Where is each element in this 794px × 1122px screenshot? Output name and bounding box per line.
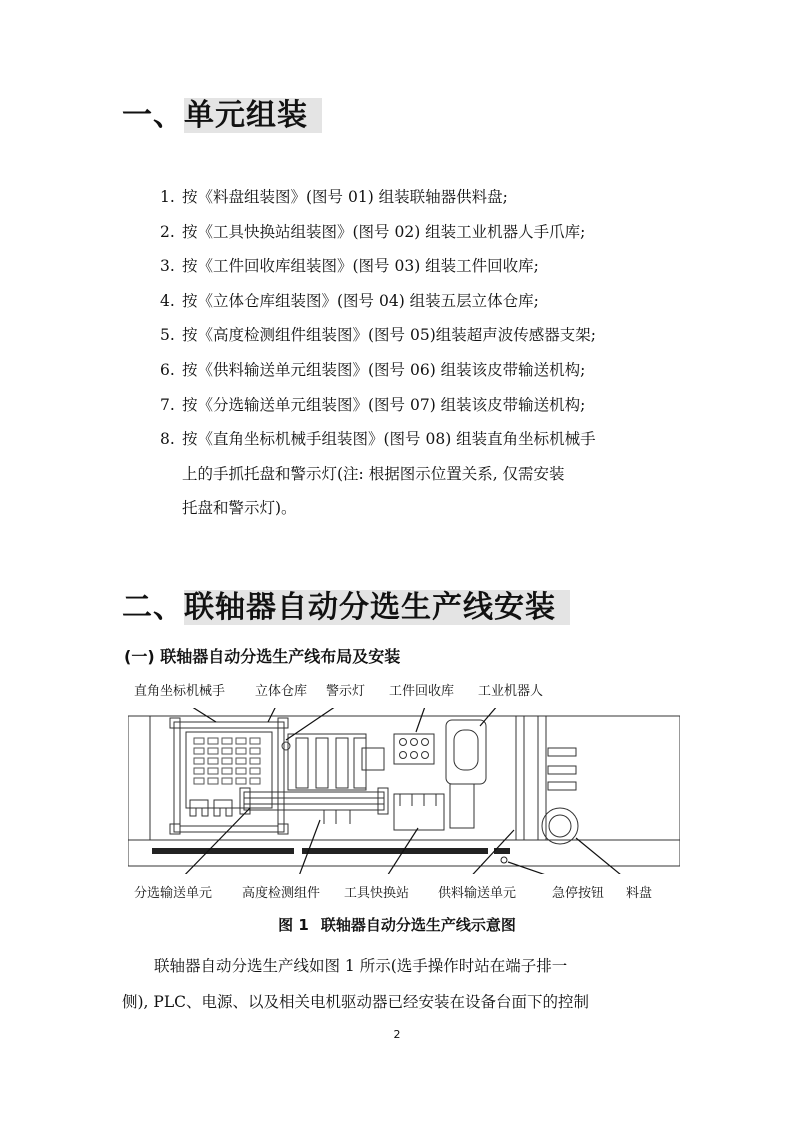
list-text: 按《高度检测组件组装图》(图号 05)组装超声波传感器支架;: [182, 326, 596, 345]
tool-change-station: [394, 794, 444, 830]
list-number: 1.: [160, 188, 175, 206]
label-feed-conveyor: 供料输送单元: [438, 886, 517, 901]
label-cartesian-manipulator: 直角坐标机械手: [134, 684, 226, 699]
list-item: [160, 249, 680, 284]
section-title: 单元组装: [184, 98, 322, 133]
subsection-heading: (一) 联轴器自动分选生产线布局及安装: [124, 647, 401, 666]
section-number: 二、: [122, 590, 184, 625]
label-industrial-robot: 工业机器人: [478, 684, 544, 699]
list-number: 3.: [160, 257, 175, 276]
list-item: [160, 180, 680, 215]
list-text: 按《供料输送单元组装图》(图号 06) 组装该皮带输送机构;: [182, 360, 586, 379]
tray: [542, 808, 578, 844]
label-sorting-conveyor: 分选输送单元: [134, 886, 213, 901]
list-item-continuation: 上的手抓托盘和警示灯(注: 根据图示位置关系, 仅需安装: [182, 464, 565, 483]
body-paragraph-line: 联轴器自动分选生产线如图 1 所示(选手操作时站在端子排一: [154, 957, 568, 975]
figure-number: 图 1: [278, 916, 309, 934]
list-item: [160, 422, 680, 457]
terminal-strip: [302, 848, 488, 854]
list-text: 按《工件回收库组装图》(图号 03) 组装工件回收库;: [182, 257, 539, 276]
list-item: [160, 318, 680, 353]
list-text: 按《立体仓库组装图》(图号 04) 组装五层立体仓库;: [182, 291, 539, 310]
list-number: 8.: [160, 430, 175, 449]
list-item-continuation: 托盘和警示灯)。: [182, 499, 297, 518]
terminal-strip: [152, 848, 294, 854]
list-text: 按《工具快换站组装图》(图号 02) 组装工业机器人手爪库;: [182, 222, 586, 241]
list-number: 7.: [160, 395, 175, 414]
production-line-diagram: [128, 708, 680, 874]
page-number: 2: [393, 1028, 401, 1041]
section-heading-1: [122, 96, 322, 136]
list-item: [160, 215, 680, 250]
body-paragraph-line: 侧), PLC、电源、以及相关电机驱动器已经安装在设备台面下的控制: [122, 993, 589, 1011]
label-warning-light: 警示灯: [326, 684, 366, 699]
emergency-stop: [501, 857, 507, 863]
list-number: 2.: [160, 222, 175, 241]
label-emergency-stop: 急停按钮: [552, 886, 605, 901]
list-number: 6.: [160, 360, 175, 379]
section-title: 联轴器自动分选生产线安装: [184, 590, 570, 625]
list-text: 按《直角坐标机械手组装图》(图号 08) 组装直角坐标机械手: [182, 430, 596, 449]
list-text: 按《料盘组装图》(图号 01) 组装联轴器供料盘;: [182, 188, 508, 206]
label-tool-change: 工具快换站: [344, 886, 410, 901]
feed-conveyor: [516, 716, 546, 840]
label-warehouse: 立体仓库: [255, 684, 308, 699]
label-height-detection: 高度检测组件: [242, 886, 321, 901]
section-heading-2: [122, 588, 570, 628]
assembly-list: [160, 180, 680, 526]
list-text: 按《分选输送单元组装图》(图号 07) 组装该皮带输送机构;: [182, 395, 586, 414]
sorting-conveyor: [244, 792, 384, 810]
list-item: [160, 353, 680, 388]
list-number: 4.: [160, 291, 175, 310]
figure-caption: [0, 914, 794, 935]
section-number: 一、: [122, 98, 184, 133]
list-item: [160, 388, 680, 423]
warning-light: [282, 742, 290, 750]
list-item: [160, 284, 680, 319]
label-tray: 料盘: [626, 886, 653, 901]
list-number: 5.: [160, 326, 175, 345]
figure-title: 联轴器自动分选生产线示意图: [320, 916, 516, 934]
label-recycle-bin: 工件回收库: [389, 684, 455, 699]
